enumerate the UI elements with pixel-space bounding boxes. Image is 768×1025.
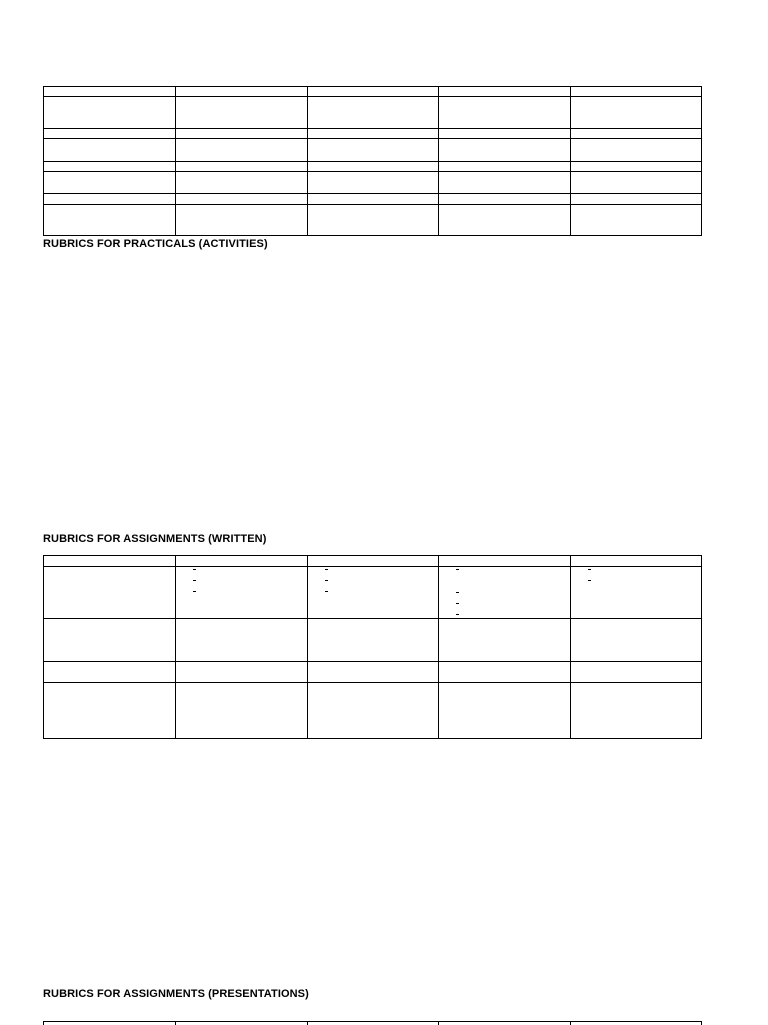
table-rule-horizontal	[43, 161, 702, 162]
presentations-heading: RUBRICS FOR ASSIGNMENTS (PRESENTATIONS)	[43, 988, 309, 1000]
table-rule-vertical	[43, 1021, 44, 1025]
bullet-dash	[325, 580, 328, 581]
table-rule-vertical	[175, 1021, 176, 1025]
bullet-dash	[456, 614, 459, 615]
bullet-dash	[588, 580, 591, 581]
table-rule-vertical	[438, 555, 439, 739]
bullet-dash	[325, 591, 328, 592]
table-rule-vertical	[438, 86, 439, 236]
table-rule-vertical	[570, 86, 571, 236]
table-rule-horizontal	[43, 204, 702, 205]
table-rule-horizontal	[43, 128, 702, 129]
table-rule-vertical	[701, 1021, 702, 1025]
table-rule-horizontal	[43, 171, 702, 172]
table-rule-vertical	[438, 1021, 439, 1025]
table-rule-vertical	[307, 555, 308, 739]
table-rule-horizontal	[43, 566, 702, 567]
table-rule-vertical	[570, 1021, 571, 1025]
written-heading: RUBRICS FOR ASSIGNMENTS (WRITTEN)	[43, 533, 267, 545]
table-rule-horizontal	[43, 618, 702, 619]
table-rule-vertical	[570, 555, 571, 739]
bullet-dash	[456, 603, 459, 604]
bullet-dash	[588, 569, 591, 570]
table-rule-vertical	[175, 555, 176, 739]
table-rule-vertical	[307, 1021, 308, 1025]
table-rule-vertical	[43, 555, 44, 739]
table-rule-horizontal	[43, 682, 702, 683]
table-rule-vertical	[43, 86, 44, 236]
table-rule-horizontal	[43, 138, 702, 139]
bullet-dash	[193, 591, 196, 592]
table-rule-horizontal	[43, 86, 702, 87]
bullet-dash	[456, 592, 459, 593]
table-rule-horizontal	[43, 193, 702, 194]
bullet-dash	[193, 580, 196, 581]
table-rule-vertical	[307, 86, 308, 236]
bullet-dash	[325, 569, 328, 570]
table-rule-horizontal	[43, 1021, 702, 1022]
bullet-dash	[193, 569, 196, 570]
table-rule-horizontal	[43, 96, 702, 97]
table-rule-horizontal	[43, 555, 702, 556]
table-rule-horizontal	[43, 661, 702, 662]
table-rule-horizontal	[43, 738, 702, 739]
table-rule-horizontal	[43, 235, 702, 236]
bullet-dash	[456, 569, 459, 570]
table-rule-vertical	[175, 86, 176, 236]
table-rule-vertical	[701, 86, 702, 236]
practicals-heading: RUBRICS FOR PRACTICALS (ACTIVITIES)	[43, 238, 268, 250]
table-rule-vertical	[701, 555, 702, 739]
